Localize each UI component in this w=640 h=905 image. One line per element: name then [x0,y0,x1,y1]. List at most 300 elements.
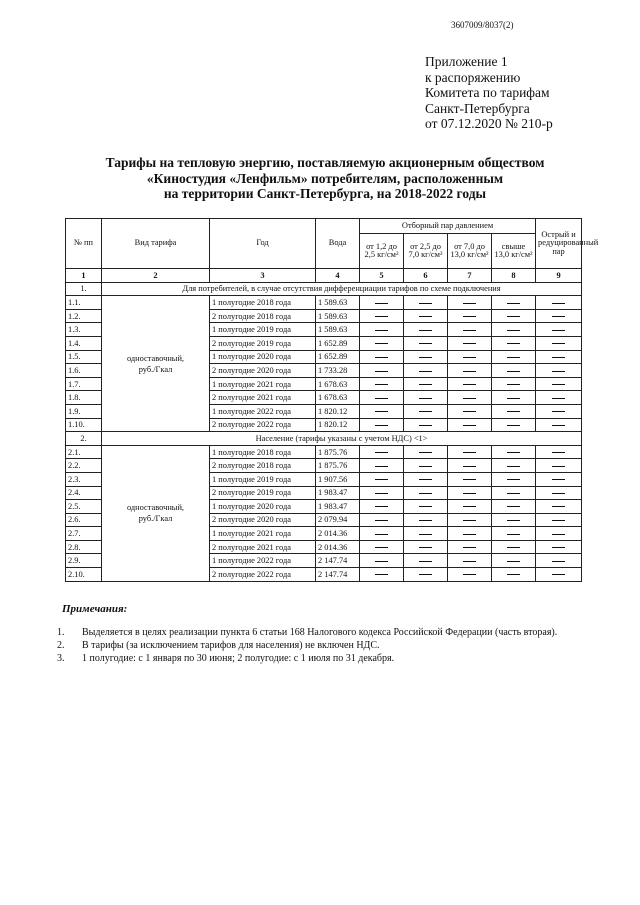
dash-mark [375,547,388,548]
dash-mark [552,316,565,317]
water-tariff: 1 589.63 [316,296,360,310]
empty-tariff-cell [404,459,448,473]
dash-mark [375,561,388,562]
dash-mark [463,398,476,399]
empty-tariff-cell [404,500,448,514]
dash-mark [552,493,565,494]
note-text: Выделяется в целях реализации пункта 6 статьи 168 Налогового кодекса Российской Федерации (часть вторая). [82,627,558,638]
dash-mark [419,357,432,358]
row-number: 2.1. [66,445,102,459]
note-text: В тарифы (за исключением тарифов для населения) не включен НДС. [82,640,380,651]
header-steam-group: Отборный пар давлением [360,219,536,234]
empty-tariff-cell [360,391,404,405]
empty-tariff-cell [404,418,448,432]
empty-tariff-cell [448,500,492,514]
empty-tariff-cell [404,364,448,378]
empty-tariff-cell [448,540,492,554]
empty-tariff-cell [404,554,448,568]
period-cell: 1 полугодие 2020 года [210,500,316,514]
empty-tariff-cell [404,336,448,350]
dash-mark [463,316,476,317]
empty-tariff-cell [492,323,536,337]
water-tariff: 1 907.56 [316,472,360,486]
empty-tariff-cell [360,377,404,391]
water-tariff: 1 983.47 [316,486,360,500]
dash-mark [375,343,388,344]
header-num: № пп [66,219,102,269]
period-cell: 1 полугодие 2019 года [210,472,316,486]
notes-list [57,626,557,665]
appendix-line: Санкт-Петербурга [425,100,530,116]
dash-mark [419,466,432,467]
header-pressure-1: от 1,2 до 2,5 кг/см² [360,234,404,269]
dash-mark [463,411,476,412]
empty-tariff-cell [360,296,404,310]
header-sharp-steam: Острый и редуцированный пар [536,219,582,269]
dash-mark [463,479,476,480]
table-row [66,296,582,310]
dash-mark [463,534,476,535]
empty-tariff-cell [492,472,536,486]
empty-tariff-cell [492,418,536,432]
empty-tariff-cell [448,391,492,405]
water-tariff: 1 678.63 [316,377,360,391]
appendix-line: от 07.12.2020 № 210-р [425,116,553,132]
empty-tariff-cell [448,418,492,432]
empty-tariff-cell [492,377,536,391]
dash-mark [552,425,565,426]
dash-mark [552,384,565,385]
water-tariff: 1 589.63 [316,309,360,323]
water-tariff: 2 147.74 [316,568,360,582]
period-cell: 2 полугодие 2022 года [210,418,316,432]
dash-mark [463,493,476,494]
header-year: Год [210,219,316,269]
row-number: 1.6. [66,364,102,378]
dash-mark [419,534,432,535]
document-title [60,155,590,202]
dash-mark [419,371,432,372]
water-tariff: 1 652.89 [316,336,360,350]
empty-tariff-cell [448,445,492,459]
empty-tariff-cell [492,309,536,323]
row-number: 1.10. [66,418,102,432]
dash-mark [419,506,432,507]
dash-mark [463,357,476,358]
dash-mark [463,371,476,372]
empty-tariff-cell [536,377,582,391]
appendix-line: Комитета по тарифам [425,85,550,101]
column-number: 6 [404,269,448,283]
period-cell: 2 полугодие 2021 года [210,540,316,554]
empty-tariff-cell [404,540,448,554]
period-cell: 1 полугодие 2022 года [210,404,316,418]
column-number: 7 [448,269,492,283]
empty-tariff-cell [360,513,404,527]
empty-tariff-cell [448,486,492,500]
empty-tariff-cell [404,568,448,582]
empty-tariff-cell [448,554,492,568]
empty-tariff-cell [404,445,448,459]
dash-mark [375,520,388,521]
empty-tariff-cell [404,391,448,405]
dash-mark [375,506,388,507]
dash-mark [507,534,520,535]
empty-tariff-cell [360,527,404,541]
dash-mark [552,343,565,344]
empty-tariff-cell [536,336,582,350]
dash-mark [552,398,565,399]
row-number: 1.3. [66,323,102,337]
column-number: 8 [492,269,536,283]
row-number: 1.9. [66,404,102,418]
dash-mark [419,561,432,562]
note-item [57,652,557,665]
empty-tariff-cell [360,323,404,337]
dash-mark [419,425,432,426]
empty-tariff-cell [536,391,582,405]
dash-mark [507,520,520,521]
empty-tariff-cell [492,391,536,405]
empty-tariff-cell [360,486,404,500]
dash-mark [507,574,520,575]
dash-mark [552,330,565,331]
dash-mark [507,316,520,317]
dash-mark [507,452,520,453]
dash-mark [552,466,565,467]
period-cell: 2 полугодие 2019 года [210,336,316,350]
tariff-table [65,218,599,582]
water-tariff: 1 733.28 [316,364,360,378]
header-water: Вода [316,219,360,269]
dash-mark [375,316,388,317]
dash-mark [507,493,520,494]
header-tariff-type: Вид тарифа [102,219,210,269]
dash-mark [507,330,520,331]
empty-tariff-cell [536,527,582,541]
notes-heading: Примечания: [62,603,128,615]
section-number: 1. [66,282,102,296]
column-number-row [66,269,582,283]
title-line: Тарифы на тепловую энергию, поставляемую акционерным обществом [105,155,545,170]
dash-mark [463,343,476,344]
row-number: 1.7. [66,377,102,391]
dash-mark [375,357,388,358]
empty-tariff-cell [404,404,448,418]
section-row [66,432,582,446]
note-item [57,639,557,652]
dash-mark [507,357,520,358]
empty-tariff-cell [360,336,404,350]
table-row [66,445,582,459]
dash-mark [419,303,432,304]
period-cell: 2 полугодие 2022 года [210,568,316,582]
column-number: 3 [210,269,316,283]
dash-mark [463,303,476,304]
dash-mark [463,425,476,426]
period-cell: 2 полугодие 2021 года [210,391,316,405]
dash-mark [375,466,388,467]
empty-tariff-cell [448,472,492,486]
note-number: 2. [57,640,65,651]
empty-tariff-cell [448,404,492,418]
row-number: 2.5. [66,500,102,514]
empty-tariff-cell [404,527,448,541]
period-cell: 1 полугодие 2020 года [210,350,316,364]
empty-tariff-cell [448,350,492,364]
dash-mark [375,384,388,385]
water-tariff: 1 820.12 [316,404,360,418]
empty-tariff-cell [536,540,582,554]
dash-mark [463,330,476,331]
period-cell: 2 полугодие 2020 года [210,513,316,527]
empty-tariff-cell [448,336,492,350]
dash-mark [463,506,476,507]
empty-tariff-cell [536,364,582,378]
empty-tariff-cell [536,350,582,364]
empty-tariff-cell [536,500,582,514]
empty-tariff-cell [360,500,404,514]
empty-tariff-cell [492,513,536,527]
dash-mark [375,411,388,412]
empty-tariff-cell [448,309,492,323]
water-tariff: 2 147.74 [316,554,360,568]
empty-tariff-cell [448,568,492,582]
dash-mark [375,479,388,480]
dash-mark [419,574,432,575]
dash-mark [552,303,565,304]
dash-mark [507,561,520,562]
dash-mark [463,574,476,575]
empty-tariff-cell [360,568,404,582]
dash-mark [552,534,565,535]
row-number: 2.7. [66,527,102,541]
row-number: 1.8. [66,391,102,405]
header-pressure-4: свыше 13,0 кг/см² [492,234,536,269]
dash-mark [507,398,520,399]
empty-tariff-cell [360,404,404,418]
dash-mark [463,561,476,562]
dash-mark [507,303,520,304]
appendix-block [425,54,553,132]
water-tariff: 1 589.63 [316,323,360,337]
dash-mark [507,384,520,385]
dash-mark [552,506,565,507]
empty-tariff-cell [536,296,582,310]
water-tariff: 2 079.94 [316,513,360,527]
empty-tariff-cell [492,445,536,459]
empty-tariff-cell [536,486,582,500]
empty-tariff-cell [448,377,492,391]
section-number: 2. [66,432,102,446]
dash-mark [375,452,388,453]
empty-tariff-cell [360,309,404,323]
dash-mark [552,574,565,575]
row-number: 2.4. [66,486,102,500]
empty-tariff-cell [360,364,404,378]
empty-tariff-cell [448,364,492,378]
dash-mark [375,398,388,399]
row-number: 1.1. [66,296,102,310]
period-cell: 1 полугодие 2018 года [210,296,316,310]
empty-tariff-cell [492,296,536,310]
dash-mark [507,411,520,412]
row-number: 1.5. [66,350,102,364]
dash-mark [419,479,432,480]
empty-tariff-cell [536,554,582,568]
dash-mark [552,479,565,480]
empty-tariff-cell [492,459,536,473]
section-title: Для потребителей, в случае отсутствия дифференциации тарифов по схеме подключения [102,282,582,296]
dash-mark [375,493,388,494]
period-cell: 2 полугодие 2019 года [210,486,316,500]
empty-tariff-cell [492,527,536,541]
column-number: 5 [360,269,404,283]
row-number: 2.6. [66,513,102,527]
empty-tariff-cell [536,418,582,432]
period-cell: 2 полугодие 2018 года [210,459,316,473]
water-tariff: 1 652.89 [316,350,360,364]
dash-mark [552,371,565,372]
note-text: 1 полугодие: с 1 января по 30 июня; 2 полугодие: с 1 июля по 31 декабря. [82,653,395,664]
period-cell: 1 полугодие 2022 года [210,554,316,568]
dash-mark [463,547,476,548]
column-number: 9 [536,269,582,283]
dash-mark [552,452,565,453]
row-number: 2.2. [66,459,102,473]
section-title: Население (тарифы указаны с учетом НДС) <1> [102,432,582,446]
dash-mark [552,520,565,521]
empty-tariff-cell [492,336,536,350]
empty-tariff-cell [492,350,536,364]
row-number: 2.3. [66,472,102,486]
empty-tariff-cell [536,404,582,418]
dash-mark [507,479,520,480]
empty-tariff-cell [404,323,448,337]
period-cell: 1 полугодие 2018 года [210,445,316,459]
dash-mark [419,547,432,548]
empty-tariff-cell [536,323,582,337]
header-pressure-3: от 7,0 до 13,0 кг/см² [448,234,492,269]
note-item [57,626,557,639]
dash-mark [507,547,520,548]
dash-mark [463,520,476,521]
dash-mark [419,343,432,344]
period-cell: 1 полугодие 2019 года [210,323,316,337]
empty-tariff-cell [404,296,448,310]
empty-tariff-cell [404,472,448,486]
tariff-type: одноставочный, руб./Гкал [102,296,210,432]
dash-mark [507,371,520,372]
empty-tariff-cell [404,486,448,500]
empty-tariff-cell [492,404,536,418]
column-number: 4 [316,269,360,283]
row-number: 1.2. [66,309,102,323]
dash-mark [552,561,565,562]
row-number: 2.10. [66,568,102,582]
empty-tariff-cell [492,500,536,514]
water-tariff: 1 875.76 [316,459,360,473]
dash-mark [552,357,565,358]
column-number: 2 [102,269,210,283]
empty-tariff-cell [404,377,448,391]
tariff-type: одноставочный, руб./Гкал [102,445,210,581]
empty-tariff-cell [404,309,448,323]
empty-tariff-cell [360,418,404,432]
empty-tariff-cell [448,513,492,527]
dash-mark [419,411,432,412]
dash-mark [419,520,432,521]
empty-tariff-cell [492,486,536,500]
dash-mark [375,425,388,426]
dash-mark [419,452,432,453]
dash-mark [375,371,388,372]
appendix-line: к распоряжению [425,69,521,85]
empty-tariff-cell [404,350,448,364]
dash-mark [463,466,476,467]
empty-tariff-cell [492,364,536,378]
dash-mark [507,425,520,426]
water-tariff: 1 678.63 [316,391,360,405]
note-number: 3. [57,653,65,664]
dash-mark [419,316,432,317]
empty-tariff-cell [536,459,582,473]
dash-mark [419,330,432,331]
dash-mark [375,303,388,304]
dash-mark [507,343,520,344]
empty-tariff-cell [536,568,582,582]
empty-tariff-cell [360,472,404,486]
row-number: 2.8. [66,540,102,554]
empty-tariff-cell [448,323,492,337]
title-line: «Киностудия «Ленфильм» потребителям, расположенным [146,170,504,186]
empty-tariff-cell [536,472,582,486]
empty-tariff-cell [404,513,448,527]
empty-tariff-cell [536,445,582,459]
water-tariff: 1 875.76 [316,445,360,459]
dash-mark [419,493,432,494]
empty-tariff-cell [448,459,492,473]
dash-mark [463,452,476,453]
period-cell: 1 полугодие 2021 года [210,377,316,391]
empty-tariff-cell [492,568,536,582]
note-number: 1. [57,627,65,638]
row-number: 2.9. [66,554,102,568]
dash-mark [463,384,476,385]
empty-tariff-cell [448,527,492,541]
water-tariff: 1 820.12 [316,418,360,432]
water-tariff: 2 014.36 [316,527,360,541]
dash-mark [375,330,388,331]
empty-tariff-cell [360,445,404,459]
row-number: 1.4. [66,336,102,350]
period-cell: 2 полугодие 2018 года [210,309,316,323]
empty-tariff-cell [536,513,582,527]
empty-tariff-cell [360,554,404,568]
dash-mark [375,574,388,575]
dash-mark [419,398,432,399]
empty-tariff-cell [360,350,404,364]
column-number: 1 [66,269,102,283]
empty-tariff-cell [448,296,492,310]
dash-mark [552,411,565,412]
section-row [66,282,582,296]
empty-tariff-cell [492,540,536,554]
dash-mark [419,384,432,385]
dash-mark [375,534,388,535]
header-pressure-2: от 2,5 до 7,0 кг/см² [404,234,448,269]
title-line: на территории Санкт-Петербурга, на 2018-2022 годы [163,186,487,201]
